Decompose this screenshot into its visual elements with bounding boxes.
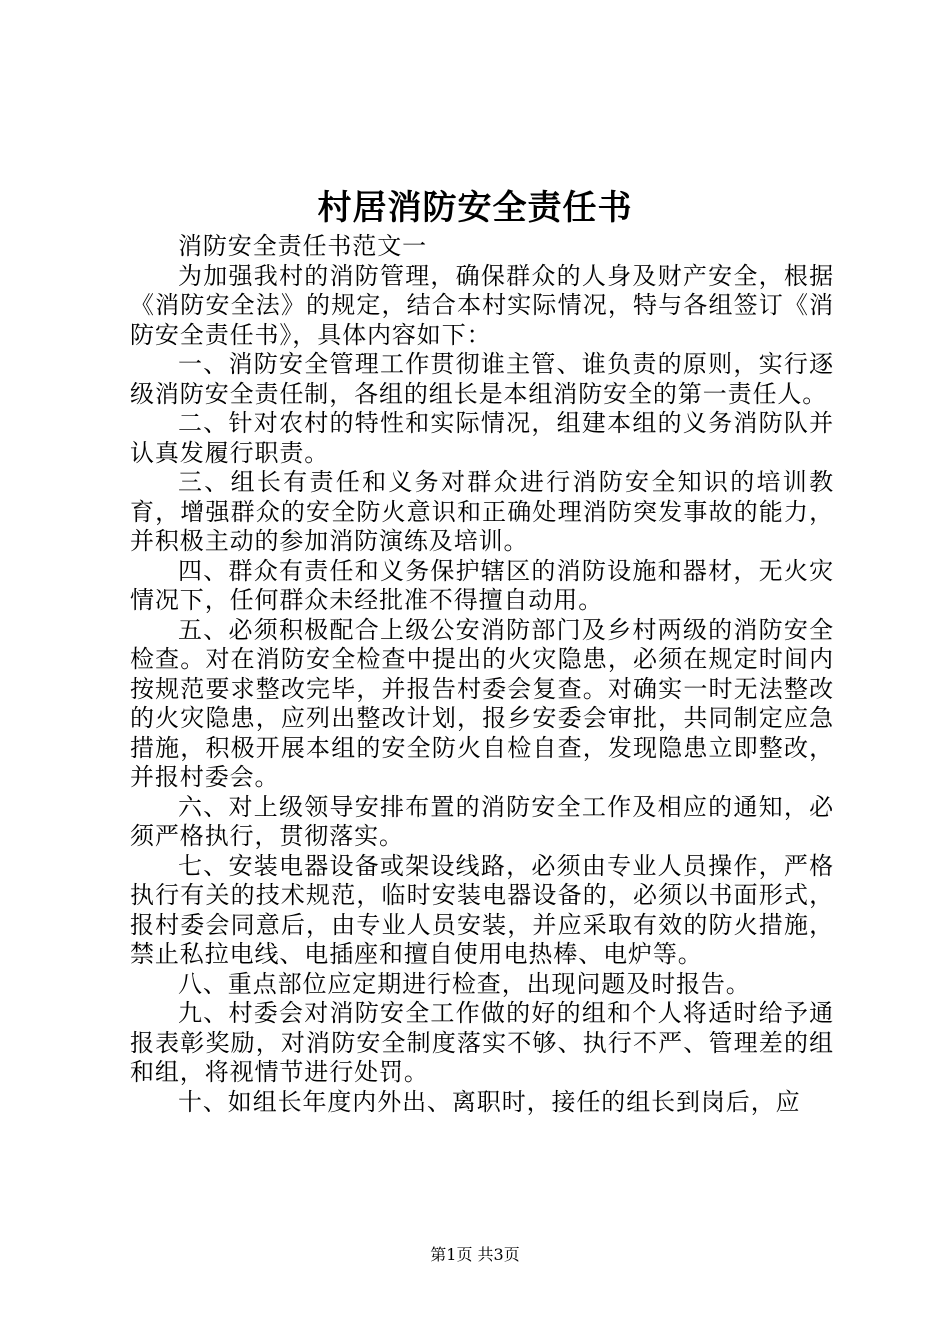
paragraph-item-5: 五、必须积极配合上级公安消防部门及乡村两级的消防安全检查。对在消防安全检查中提出的火灾隐患，必须在规定时间内按规范要求整改完毕，并报告村委会复查。对确实一时无法整改的火灾隐患，应列出整改计划，报乡安委会审批，共同制定应急措施，积极开展本组的安全防火自检自查，发现隐患立即整改，并报村委会。 (130, 615, 834, 791)
paragraph-subtitle: 消防安全责任书范文一 (178, 232, 427, 260)
paragraph-item-7: 七、安装电器设备或架设线路，必须由专业人员操作，严格执行有关的技术规范，临时安装电器设备的，必须以书面形式，报村委会同意后，由专业人员安装，并应采取有效的防火措施，禁止私拉电线、电插座和擅自使用电热棒、电炉等。 (130, 851, 834, 968)
page-number-footer: 第1页 共3页 (430, 1245, 520, 1264)
paragraph-item-6: 六、对上级领导安排布置的消防安全工作及相应的通知，必须严格执行，贯彻落实。 (130, 792, 834, 850)
paragraph-item-10: 十、如组长年度内外出、离职时，接任的组长到岗后，应 (178, 1087, 801, 1116)
document-body (130, 232, 834, 1117)
document-title: 村居消防安全责任书 (317, 188, 633, 228)
paragraph-item-9: 九、村委会对消防安全工作做的好的组和个人将适时给予通报表彰奖励，对消防安全制度落实不够、执行不严、管理差的组和组，将视情节进行处罚。 (130, 999, 834, 1086)
paragraph-item-2: 二、针对农村的特性和实际情况，组建本组的义务消防队并认真发履行职责。 (130, 409, 834, 467)
paragraph-item-4: 四、群众有责任和义务保护辖区的消防设施和器材，无火灾情况下，任何群众未经批准不得擅自动用。 (130, 556, 834, 614)
paragraph-item-3: 三、组长有责任和义务对群众进行消防安全知识的培训教育，增强群众的安全防火意识和正确处理消防突发事故的能力，并积极主动的参加消防演练及培训。 (130, 468, 834, 555)
paragraph-intro: 为加强我村的消防管理，确保群众的人身及财产安全，根据《消防安全法》的规定，结合本村实际情况，特与各组签订《消防安全责任书》，具体内容如下： (130, 261, 834, 349)
paragraph-item-1: 一、消防安全管理工作贯彻谁主管、谁负责的原则，实行逐级消防安全责任制，各组的组长是本组消防安全的第一责任人。 (130, 350, 834, 408)
paragraph-item-8: 八、重点部位应定期进行检查，出现问题及时报告。 (178, 969, 751, 998)
